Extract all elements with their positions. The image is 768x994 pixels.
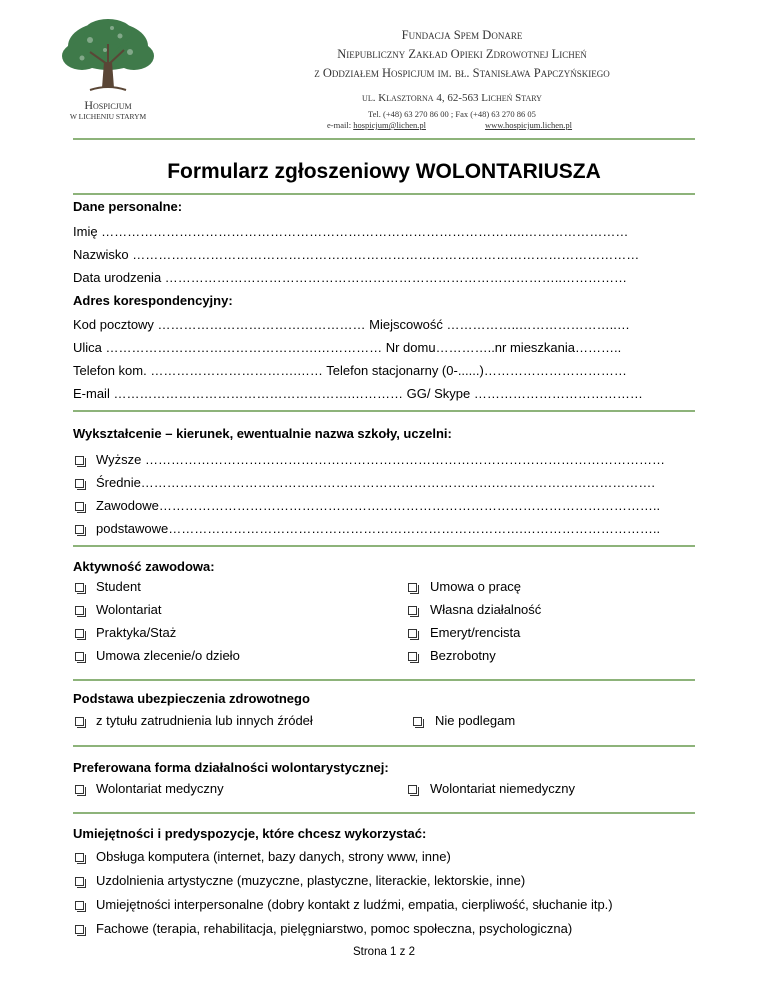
option-label: Umiejętności interpersonalne (dobry kontakt z ludźmi, empatia, cierpliwość, słuchanie itp.) xyxy=(96,897,613,912)
option-label: Uzdolnienia artystyczne (muzyczne, plastyczne, literackie, lektorskie, inne) xyxy=(96,873,526,888)
option-label: Emeryt/rencista xyxy=(430,625,521,640)
insurance-not-applicable[interactable] xyxy=(411,713,695,731)
divider-insurance xyxy=(73,679,695,681)
logo-subtitle: W LICHENIU STARYM xyxy=(69,112,147,121)
activity-retired[interactable] xyxy=(406,625,696,643)
option-label: Nie podlegam xyxy=(435,713,516,728)
first-name-field[interactable]: Imię ……………………………………………………………………………………..…………………… xyxy=(73,224,629,239)
checkbox-icon[interactable] xyxy=(75,877,84,886)
activity-heading: Aktywność zawodowa: xyxy=(73,559,215,574)
activity-contract[interactable] xyxy=(73,648,373,666)
option-label: Wolontariat niemedyczny xyxy=(430,781,575,796)
checkbox-icon[interactable] xyxy=(75,785,84,794)
postal-address: ul. Klasztorna 4, 62-563 Licheń Stary xyxy=(362,92,542,104)
checkbox-icon[interactable] xyxy=(75,853,84,862)
option-label: Fachowe (terapia, rehabilitacja, pielęgniarstwo, pomoc społeczna, psychologiczna) xyxy=(96,921,573,936)
option-label: Bezrobotny xyxy=(430,648,496,663)
checkbox-icon[interactable] xyxy=(75,502,84,511)
preferred-non-medical[interactable] xyxy=(406,781,696,799)
checkbox-icon[interactable] xyxy=(75,456,84,465)
activity-volunteering[interactable] xyxy=(73,602,373,620)
skill-computer[interactable] xyxy=(73,849,695,867)
personal-heading: Dane personalne: xyxy=(73,199,183,214)
last-name-field[interactable]: Nazwisko ……………………………………………………………………………………………………… xyxy=(73,247,640,262)
option-label: Zawodowe…………………………………………………………………………………………………….. xyxy=(96,498,661,513)
checkbox-icon[interactable] xyxy=(75,925,84,934)
option-label: Wolontariat xyxy=(96,602,162,617)
email-line xyxy=(327,120,426,130)
email-link[interactable]: hospicjum@lichen.pl xyxy=(353,120,426,130)
checkbox-icon[interactable] xyxy=(75,717,84,726)
website-link[interactable]: www.hospicjum.lichen.pl xyxy=(485,120,573,130)
preferred-heading: Preferowana forma działalności wolontarystycznej: xyxy=(73,760,389,775)
hospice-tree-logo xyxy=(60,18,156,94)
checkbox-icon[interactable] xyxy=(75,479,84,488)
divider-activity xyxy=(73,545,695,547)
option-label: Student xyxy=(96,579,141,594)
page-number: Strona 1 z 2 xyxy=(352,946,415,958)
phone-fax: Tel. (+48) 63 270 86 00 ; Fax (+48) 63 270 86 05 xyxy=(368,109,536,119)
education-option-secondary[interactable] xyxy=(73,475,695,493)
activity-employment[interactable] xyxy=(406,579,696,597)
email-label: e-mail: xyxy=(327,120,354,130)
skill-professional[interactable] xyxy=(73,921,695,939)
checkbox-icon[interactable] xyxy=(75,652,84,661)
form-title: Formularz zgłoszeniowy WOLONTARIUSZA xyxy=(167,160,601,183)
checkbox-icon[interactable] xyxy=(408,785,417,794)
checkbox-icon[interactable] xyxy=(408,606,417,615)
checkbox-icon[interactable] xyxy=(408,652,417,661)
option-label: Umowa zlecenie/o dzieło xyxy=(96,648,240,663)
department-name: z Oddziałem Hospicjum im. bł. Stanisława Papczyńskiego xyxy=(314,66,610,80)
checkbox-icon[interactable] xyxy=(408,583,417,592)
activity-unemployed[interactable] xyxy=(406,648,696,666)
option-label: podstawowe……………………………………………………………………….………………………….. xyxy=(96,521,661,536)
option-label: Wolontariat medyczny xyxy=(96,781,224,796)
address-heading: Adres korespondencyjny: xyxy=(73,293,233,308)
checkbox-icon[interactable] xyxy=(75,606,84,615)
option-label: z tytułu zatrudnienia lub innych źródeł xyxy=(96,713,313,728)
checkbox-icon[interactable] xyxy=(75,901,84,910)
checkbox-icon[interactable] xyxy=(413,717,422,726)
skill-artistic[interactable] xyxy=(73,873,695,891)
checkbox-icon[interactable] xyxy=(75,629,84,638)
preferred-medical[interactable] xyxy=(73,781,393,799)
divider-skills xyxy=(73,812,695,814)
activity-own-business[interactable] xyxy=(406,602,696,620)
option-label: Umowa o pracę xyxy=(430,579,522,594)
activity-internship[interactable] xyxy=(73,625,373,643)
activity-student[interactable] xyxy=(73,579,373,597)
street-field[interactable]: Ulica ………………………………………….…………… Nr domu…………..nr mieszkania……….. xyxy=(73,340,622,355)
skill-interpersonal[interactable] xyxy=(73,897,695,915)
education-option-higher[interactable] xyxy=(73,452,695,470)
option-label: Praktyka/Staż xyxy=(96,625,177,640)
option-label: Obsługa komputera (internet, bazy danych, strony www, inne) xyxy=(96,849,451,864)
education-heading: Wykształcenie – kierunek, ewentualnie nazwa szkoły, uczelni: xyxy=(73,426,452,441)
insurance-heading: Podstawa ubezpieczenia zdrowotnego xyxy=(73,691,310,706)
checkbox-icon[interactable] xyxy=(408,629,417,638)
email-field[interactable]: E-mail ……………………………………………….………… GG/ Skype ………………………………… xyxy=(73,386,643,401)
header-divider xyxy=(73,138,695,140)
skills-heading: Umiejętności i predyspozycje, które chcesz wykorzystać: xyxy=(73,826,427,841)
checkbox-icon[interactable] xyxy=(75,525,84,534)
insurance-employment[interactable] xyxy=(73,713,393,731)
phone-field[interactable]: Telefon kom. …………………………….…… Telefon stacjonarny (0-......)…………………………… xyxy=(73,363,627,378)
education-option-vocational[interactable] xyxy=(73,498,695,516)
divider-preferred xyxy=(73,745,695,747)
education-option-primary[interactable] xyxy=(73,521,695,539)
option-label: Własna działalność xyxy=(430,602,542,617)
facility-name: Niepubliczny Zakład Opieki Zdrowotnej Licheń xyxy=(337,47,587,61)
title-divider xyxy=(73,193,695,195)
option-label: Wyższe ………………………………………………………………………………………………………… xyxy=(96,452,665,467)
postal-city-field[interactable]: Kod pocztowy ………………………………………… Miejscowość ……………..…………………..… xyxy=(73,317,630,332)
foundation-name: Fundacja Spem Donare xyxy=(401,28,523,42)
divider-education xyxy=(73,410,695,412)
option-label: Średnie……………………………………………………………………….………………………………. xyxy=(96,475,656,490)
logo-name: Hospicjum xyxy=(84,98,132,112)
checkbox-icon[interactable] xyxy=(75,583,84,592)
birth-date-field[interactable]: Data urodzenia ………………………………………………………………………………..…………… xyxy=(73,270,628,285)
